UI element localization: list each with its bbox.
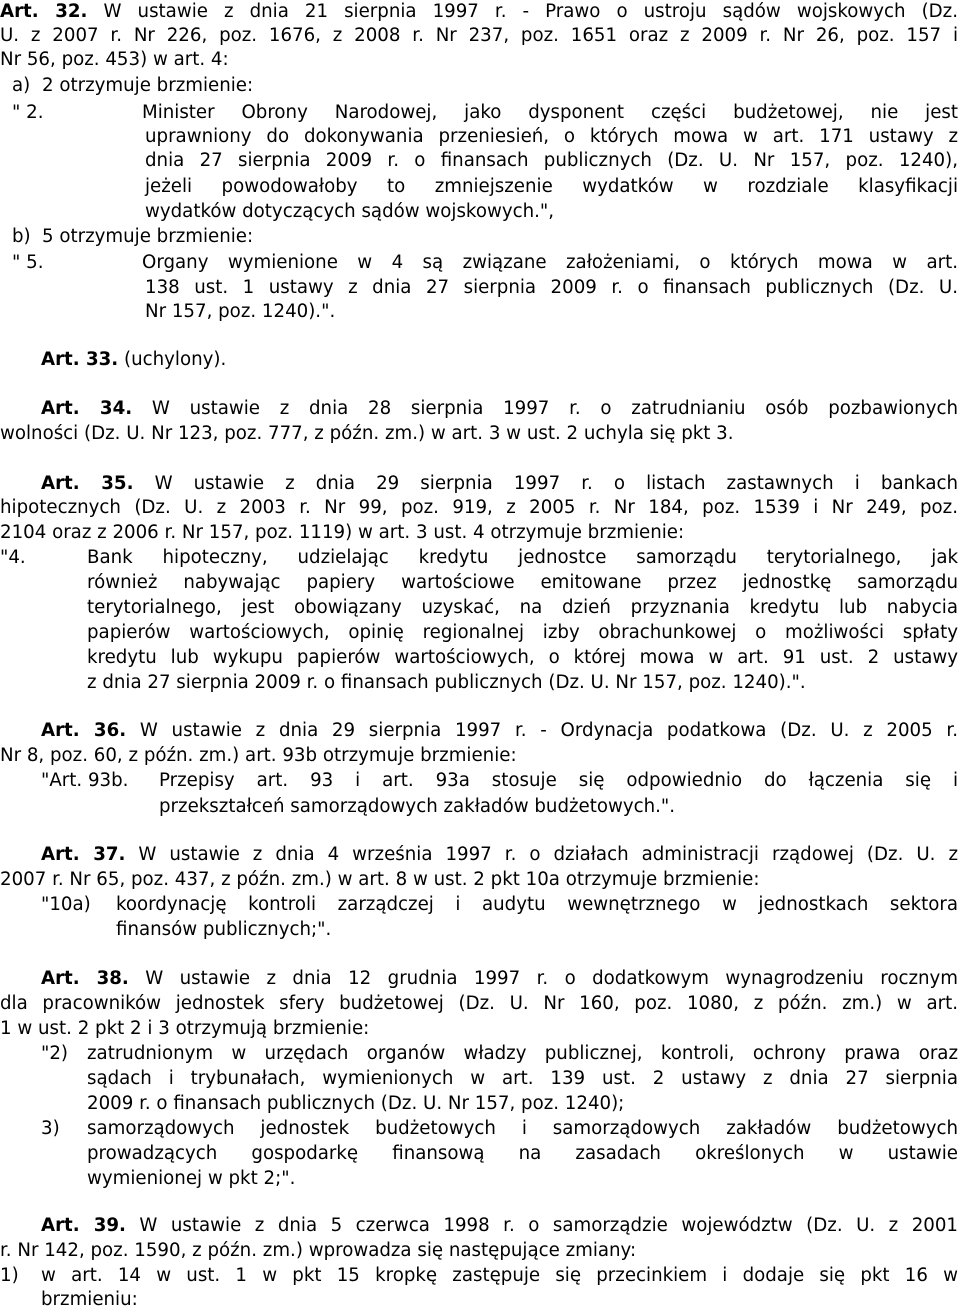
line-text: uprawniony do dokonywania przeniesień, o których mowa w art. 171 ustawy z [145, 126, 958, 147]
text-line-art38-l2 [0, 992, 958, 1016]
line-text: dnia 27 sierpnia 2009 r. o finansach publicznych (Dz. U. Nr 157, poz. 1240), [145, 150, 958, 171]
item-label: a) [12, 75, 31, 96]
text-line-art38-p3-l2 [87, 1142, 958, 1166]
line-text: Nr 56, poz. 453) w art. 4: [0, 49, 229, 70]
line-text: 1 w ust. 2 pkt 2 i 3 otrzymują brzmienie: [0, 1018, 370, 1039]
article-heading: Art. 35. [41, 473, 134, 494]
item-label: "Art. 93b. [41, 770, 129, 791]
line-text: sądach i trybunałach, wymienionych w art. 139 ust. 2 ustawy z dnia 27 sierpnia [87, 1068, 958, 1089]
text-line-art39-p1-l1 [41, 1264, 958, 1288]
line-text: Przepisy art. 93 i art. 93a stosuje się odpowiednio do łączenia się i [159, 770, 958, 791]
text-line-art37-q-l1 [116, 893, 958, 917]
line-text: W ustawie z dnia 4 września 1997 r. o działach administracji rządowej (Dz. U. z [125, 844, 958, 865]
item-label: 1) [0, 1265, 19, 1286]
text-line-art38-l3 [0, 1017, 958, 1041]
line-text: W ustawie z dnia 21 sierpnia 1997 r. - Prawo o ustroju sądów wojskowych (Dz. [87, 1, 958, 22]
text-line-art36-l1 [41, 719, 958, 743]
text-line-art39-l2 [0, 1239, 958, 1263]
line-text: również nabywając papiery wartościowe emitowane przez jednostkę samorządu [87, 572, 958, 593]
text-line-art33 [41, 348, 600, 372]
article-heading: Art. 34. [41, 398, 133, 419]
text-line-art32-s5-l2 [145, 276, 958, 300]
line-text: Nr 8, poz. 60, z późn. zm.) art. 93b otrzymuje brzmienie: [0, 745, 517, 766]
line-text: U. z 2007 r. Nr 226, poz. 1676, z 2008 r. Nr 237, poz. 1651 oraz z 2009 r. Nr 26, poz. 157 i [0, 25, 958, 46]
line-text: finansów publicznych;". [116, 919, 332, 940]
line-text: samorządowych jednostek budżetowych i samorządowych zakładów budżetowych [87, 1118, 958, 1139]
text-line-art39-p1-l2 [41, 1288, 958, 1312]
text-line-art34-l2 [0, 422, 958, 446]
text-line-art32-s2-l1 [142, 101, 958, 125]
text-line-art32-l1 [0, 0, 958, 24]
text-line-art32-s2-l3 [145, 149, 958, 173]
text-line-art38-p2-l1 [87, 1042, 958, 1066]
line-text: r. Nr 142, poz. 1590, z późn. zm.) wprowadza się następujące zmiany: [0, 1240, 637, 1261]
line-text: kredytu lub wykupu papierów wartościowych, o której mowa w art. 91 ust. 2 ustawy [87, 647, 958, 668]
line-text: W ustawie z dnia 29 sierpnia 1997 r. - Ordynacja podatkowa (Dz. U. z 2005 r. [126, 720, 958, 741]
line-text: 5 otrzymuje brzmienie: [42, 226, 254, 247]
line-text: Nr 157, poz. 1240).". [145, 301, 336, 322]
item-label: 3) [41, 1118, 60, 1139]
text-line-art32-s2-l5 [145, 200, 700, 224]
text-line-art35-q-l5 [87, 646, 958, 670]
item-label: " 2. [12, 102, 44, 123]
item-label: " 5. [12, 252, 44, 273]
line-text: W ustawie z dnia 12 grudnia 1997 r. o dodatkowym wynagrodzeniu rocznym [128, 968, 959, 989]
line-text: jeżeli powodowałoby to zmniejszenie wydatków w rozdziale klasyfikacji [145, 176, 958, 197]
text-line-art35-l1 [41, 472, 958, 496]
line-text: Bank hipoteczny, udzielając kredytu jednostce samorządu terytorialnego, jak [87, 547, 958, 568]
text-line-art32-l2 [0, 24, 958, 48]
text-line-art35-l2 [0, 496, 958, 520]
line-text: 2009 r. o finansach publicznych (Dz. U. Nr 157, poz. 1240); [87, 1093, 625, 1114]
text-line-art35-l3 [0, 521, 958, 545]
text-line-art32-b [42, 225, 450, 249]
line-text: dla pracowników jednostek sfery budżetowej (Dz. U. Nr 160, poz. 1080, z późn. zm.) w art. [0, 993, 958, 1014]
article-heading: Art. 38. [41, 968, 129, 989]
text-line-art36-l2 [0, 744, 958, 768]
line-text: terytorialnego, jest obowiązany uzyskać, na dzień przyznania kredytu lub nabycia [87, 597, 958, 618]
text-line-art37-l2 [0, 868, 958, 892]
line-text: W ustawie z dnia 28 sierpnia 1997 r. o zatrudnianiu osób pozbawionych [132, 398, 958, 419]
text-line-art32-s5-l3 [145, 300, 600, 324]
text-line-art32-a [42, 74, 450, 98]
line-text: 2 otrzymuje brzmienie: [42, 75, 254, 96]
text-line-art32-s5-l1 [142, 251, 958, 275]
item-label: "4. [0, 547, 26, 568]
text-line-art35-q-l6 [87, 671, 958, 695]
line-text: przekształceń samorządowych zakładów budżetowych.". [159, 796, 676, 817]
article-heading: Art. 32. [0, 1, 88, 22]
text-line-art37-q-l2 [116, 918, 958, 942]
article-heading: Art. 33. [41, 349, 119, 370]
line-text: 2007 r. Nr 65, poz. 437, z późn. zm.) w art. 8 w ust. 2 pkt 10a otrzymuje brzmienie: [0, 869, 760, 890]
line-text: w art. 14 w ust. 1 w pkt 15 kropkę zastępuje się przecinkiem i dodaje się pkt 16 w [41, 1265, 958, 1286]
text-line-art32-s2-l4 [145, 175, 958, 199]
text-line-art35-q-l2 [87, 571, 958, 595]
text-line-art35-q-l1 [87, 546, 958, 570]
text-line-art38-p2-l3 [87, 1092, 958, 1116]
line-text: wymienionej w pkt 2;". [87, 1168, 296, 1189]
item-label: "2) [41, 1043, 69, 1064]
text-line-art37-l1 [41, 843, 958, 867]
line-text: (uchylony). [118, 349, 227, 370]
text-line-art38-p3-l1 [87, 1117, 958, 1141]
text-line-art38-p3-l3 [87, 1167, 958, 1191]
line-text: Organy wymienione w 4 są związane założeniami, o których mowa w art. [142, 252, 958, 273]
text-line-art32-l3 [0, 48, 520, 72]
text-line-art38-p2-l2 [87, 1067, 958, 1091]
text-line-art38-l1 [41, 967, 958, 991]
line-text: hipotecznych (Dz. U. z 2003 r. Nr 99, poz. 919, z 2005 r. Nr 184, poz. 1539 i Nr 249, poz. [0, 497, 958, 518]
line-text: brzmieniu: [41, 1289, 138, 1310]
line-text: W ustawie z dnia 29 sierpnia 1997 r. o listach zastawnych i bankach [133, 473, 958, 494]
text-line-art39-l1 [41, 1214, 958, 1238]
article-heading: Art. 36. [41, 720, 127, 741]
line-text: 138 ust. 1 ustawy z dnia 27 sierpnia 2009 r. o finansach publicznych (Dz. U. [145, 277, 958, 298]
line-text: W ustawie z dnia 5 czerwca 1998 r. o samorządzie województw (Dz. U. z 2001 [125, 1215, 959, 1236]
line-text: wydatków dotyczących sądów wojskowych.", [145, 201, 555, 222]
item-label: b) [12, 226, 31, 247]
text-line-art35-q-l4 [87, 621, 958, 645]
text-line-art36-q-l1 [159, 769, 958, 793]
text-line-art35-q-l3 [87, 596, 958, 620]
article-heading: Art. 39. [41, 1215, 126, 1236]
line-text: zatrudnionym w urzędach organów władzy publicznej, kontroli, ochrony prawa oraz [87, 1043, 958, 1064]
line-text: koordynację kontroli zarządczej i audytu wewnętrznego w jednostkach sektora [116, 894, 958, 915]
line-text: z dnia 27 sierpnia 2009 r. o finansach publicznych (Dz. U. Nr 157, poz. 1240).". [87, 672, 806, 693]
article-heading: Art. 37. [41, 844, 126, 865]
text-line-art32-s2-l2 [145, 125, 958, 149]
text-line-art36-q-l2 [159, 795, 958, 819]
line-text: prowadzących gospodarkę finansową na zasadach określonych w ustawie [87, 1143, 958, 1164]
text-line-art34-l1 [41, 397, 958, 421]
line-text: 2104 oraz z 2006 r. Nr 157, poz. 1119) w art. 3 ust. 4 otrzymuje brzmienie: [0, 522, 685, 543]
line-text: papierów wartościowych, opinię regionalnej izby obrachunkowej o możliwości spłaty [87, 622, 958, 643]
item-label: "10a) [41, 894, 91, 915]
line-text: wolności (Dz. U. Nr 123, poz. 777, z późn. zm.) w art. 3 w ust. 2 uchyla się pkt 3. [0, 423, 734, 444]
line-text: Minister Obrony Narodowej, jako dysponent części budżetowej, nie jest [142, 102, 958, 123]
